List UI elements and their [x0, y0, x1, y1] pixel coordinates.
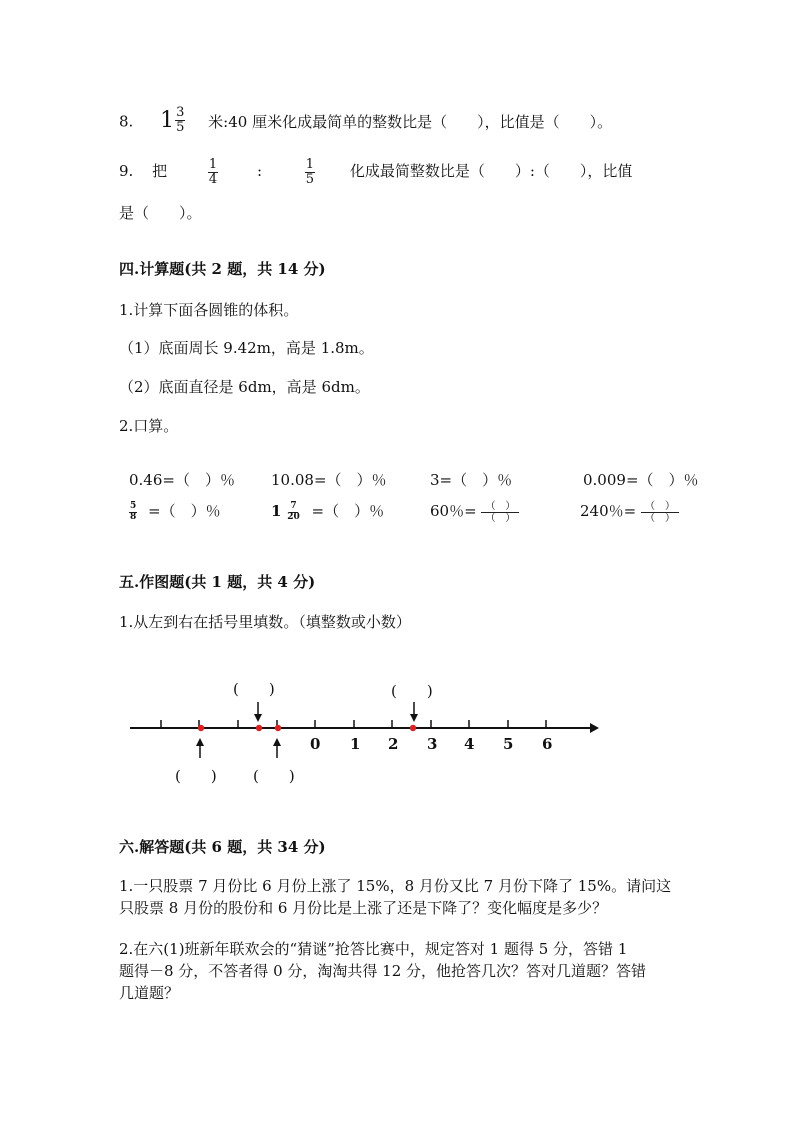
- section-title: 六.解答题(共 6 题，共 34 分): [119, 838, 326, 856]
- fraction-numerator: 5: [130, 501, 137, 512]
- mental-math-item: [129, 500, 221, 522]
- mental-math-item: [430, 500, 519, 524]
- fraction-denominator: （ ）: [485, 512, 516, 524]
- blank-fraction: [641, 501, 679, 524]
- fraction-numerator: 1: [208, 157, 218, 172]
- question-text: 1.计算下面各圆锥的体积。: [119, 301, 299, 319]
- fraction-numerator: 3: [176, 105, 185, 120]
- up-arrow-icon: [196, 738, 204, 758]
- mental-math-item: 3=（ ）％: [430, 471, 513, 489]
- point-marker: [256, 725, 262, 731]
- fraction-denominator: 5: [305, 171, 315, 187]
- question-text: 2.口算。: [119, 417, 179, 435]
- point-marker: [275, 725, 281, 731]
- fraction-denominator: （ ）: [644, 512, 675, 524]
- item-text: 240％=: [580, 502, 637, 520]
- point-marker: [410, 725, 416, 731]
- question-text: 只股票 8 月份的股份和 6 月份比是上涨了还是下降了？变化幅度是多少？: [119, 899, 608, 917]
- question-text: 几道题？: [119, 984, 180, 1002]
- question-prefix: 把: [152, 162, 168, 181]
- down-arrow-icon: [254, 702, 262, 722]
- question-text: 题得－8 分，不答者得 0 分，淘淘共得 12 分，他抢答几次？答对几道题？答错: [119, 962, 647, 980]
- axis-label: 0: [310, 735, 321, 753]
- mental-math-item: 10.08=（ ）％: [271, 471, 387, 489]
- mental-math-item: [271, 500, 384, 522]
- answer-blank[interactable]: ( ): [253, 767, 295, 785]
- item-text: =（ ）％: [148, 502, 221, 520]
- question-text: （1）底面周长 9.42m，高是 1.8m。: [119, 339, 374, 357]
- blank-fraction: [481, 501, 519, 524]
- down-arrow-icon: [410, 702, 418, 722]
- fraction: [129, 502, 137, 522]
- axis-label: 4: [464, 735, 475, 753]
- question-9: [119, 158, 632, 186]
- section-title: 五.作图题(共 1 题，共 4 分): [119, 573, 316, 591]
- fraction-denominator: 5: [176, 119, 185, 135]
- question-9-line2: 是（ ）。: [119, 204, 202, 222]
- mixed-whole: 1: [271, 502, 282, 520]
- fraction-numerator: （ ）: [641, 501, 679, 513]
- question-text: 2.在六(1)班新年联欢会的“猜谜”抢答比赛中，规定答对 1 题得 5 分，答错 1: [119, 940, 628, 958]
- axis-arrow-icon: [590, 723, 599, 733]
- axis-label: 5: [503, 735, 514, 753]
- item-text: =（ ）％: [311, 502, 385, 520]
- question-text: 1.从左到右在括号里填数。（填整数或小数）: [119, 613, 411, 631]
- axis-label: 6: [542, 735, 553, 753]
- tick-marks: [161, 720, 546, 728]
- fraction-denominator: 8: [130, 511, 137, 522]
- fraction-numerator: 1: [305, 157, 315, 172]
- fraction: [305, 158, 315, 186]
- mental-math-item: 0.46=（ ）％: [129, 471, 235, 489]
- question-number: 8.: [119, 112, 134, 131]
- question-text: 米:40 厘米化成最简单的整数比是（ ），比值是（ ）。: [208, 112, 613, 131]
- answer-blank[interactable]: ( ): [391, 682, 433, 700]
- mental-math-item: 0.009=（ ）％: [583, 471, 699, 489]
- fraction-denominator: 4: [208, 171, 218, 187]
- answer-blank[interactable]: ( ): [233, 680, 275, 698]
- item-text: 60％=: [430, 502, 477, 520]
- question-8: [119, 106, 612, 134]
- axis-label: 3: [427, 735, 438, 753]
- fraction-denominator: 20: [287, 511, 300, 522]
- fraction: [286, 502, 301, 522]
- question-text: （2）底面直径是 6dm，高是 6dm。: [119, 378, 370, 396]
- ratio-colon: :: [256, 162, 263, 181]
- mixed-whole: 1: [160, 107, 175, 133]
- question-number: 9.: [119, 162, 134, 181]
- up-arrow-icon: [273, 738, 281, 758]
- mental-math-item: [580, 500, 679, 524]
- fraction: [175, 106, 185, 134]
- fraction: [208, 158, 218, 186]
- section-title: 四.计算题(共 2 题，共 14 分): [119, 260, 326, 278]
- mixed-number: [160, 106, 185, 134]
- point-marker: [198, 725, 204, 731]
- question-text: 1.一只股票 7 月份比 6 月份上涨了 15%，8 月份又比 7 月份下降了 15%。请问这: [119, 877, 672, 895]
- fraction-numerator: 7: [290, 501, 297, 512]
- question-text: 化成最简整数比是（ ）:（ ），比值: [349, 162, 633, 181]
- answer-blank[interactable]: ( ): [175, 767, 217, 785]
- axis-label: 1: [350, 735, 361, 753]
- number-line-diagram: [0, 690, 794, 820]
- axis-label: 2: [388, 735, 399, 753]
- fraction-numerator: （ ）: [481, 501, 519, 513]
